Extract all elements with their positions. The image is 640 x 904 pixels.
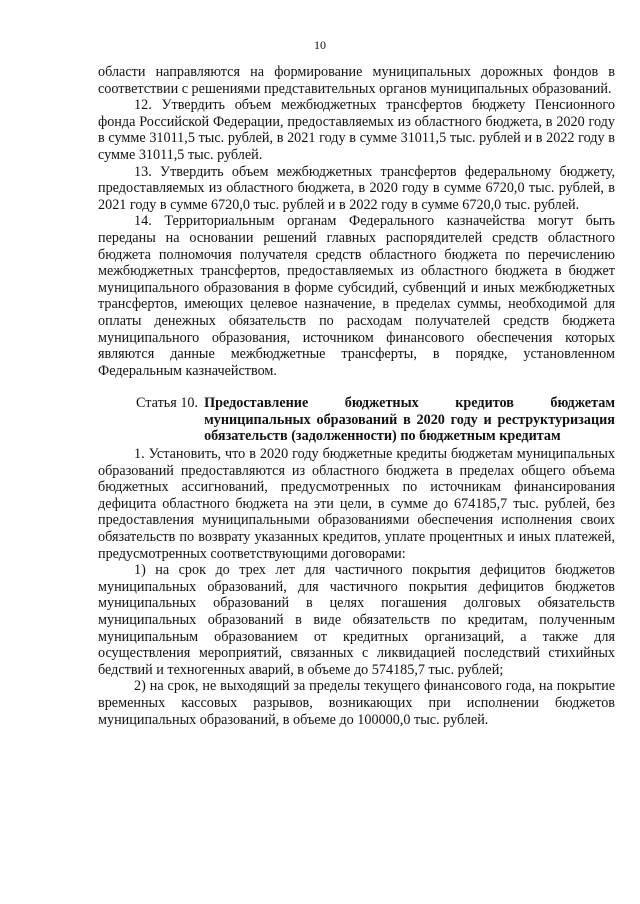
paragraph-item-13: 13. Утвердить объем межбюджетных трансфертов федеральному бюджету, предоставляемых из областного бюджета, в 2020 году в сумме 6720,0 тыс. рублей, в 2021 году в сумме 6720,0 тыс. рублей и в 2022 году в сумме 6720,0 тыс. рублей. xyxy=(98,163,615,213)
paragraph-continuation: области направляются на формирование муниципальных дорожных фондов в соответствии с решениями представительных органов муниципальных образований. xyxy=(98,64,615,97)
article-heading xyxy=(98,395,615,445)
article-number: Статья 10. xyxy=(136,395,199,412)
paragraph-subpoint-1: 1) на срок до трех лет для частичного покрытия дефицитов бюджетов муниципальных образований, для частичного покрытия дефицитов бюджетов муниципальных образований в целях погашения долговых обязательств муниципальных образований в виде обязательств по кредитам, полученным муниципальным образованием от кредитных организаций, а также для осуществления мероприятий, связанных с ликвидацией последствий стихийных бедствий и техногенных аварий, в объеме до 574185,7 тыс. рублей; xyxy=(98,562,615,678)
page-number: 10 xyxy=(314,38,326,52)
article-title: Предоставление бюджетных кредитов бюджетам муниципальных образований в 2020 году и реструктуризация обязательств (задолженности) по бюджетным кредитам xyxy=(204,395,615,445)
paragraph-item-12: 12. Утвердить объем межбюджетных трансфертов бюджету Пенсионного фонда Российской Федерации, предоставляемых из областного бюджета, в 2020 году в сумме 31011,5 тыс. рублей, в 2021 году в сумме 31011,5 тыс. рублей и в 2022 году в сумме 31011,5 тыс. рублей. xyxy=(98,97,615,163)
paragraph-article-point-1: 1. Установить, что в 2020 году бюджетные кредиты бюджетам муниципальных образований предоставляются из областного бюджета в пределах общего объема бюджетных ассигнований, предусмотренных по источникам финансирования дефицита областного бюджета на эти цели, в сумме до 674185,7 тыс. рублей, без предоставления муниципальными образованиями обеспечения исполнения своих обязательств по возврату указанных кредитов, уплате процентных и иных платежей, предусмотренных соответствующими договорами: xyxy=(98,446,615,562)
paragraph-subpoint-2: 2) на срок, не выходящий за пределы текущего финансового года, на покрытие временных кассовых разрывов, возникающих при исполнении бюджетов муниципальных образований, в объеме до 100000,0 тыс. рублей. xyxy=(98,678,615,728)
paragraph-item-14: 14. Территориальным органам Федерального казначейства могут быть переданы на основании решений главных распорядителей средств областного бюджета полномочия получателя средств областного бюджета по перечислению межбюджетных трансфертов, предоставляемых из областного бюджета в бюджет муниципального образования в форме субсидий, субвенций и иных межбюджетных трансфертов, имеющих целевое назначение, в пределах суммы, необходимой для оплаты денежных обязательств по расходам получателей средств бюджета муниципального образования, источником финансового обеспечения которых являются данные межбюджетные трансферты, в порядке, установленном Федеральным казначейством. xyxy=(98,213,615,379)
document-body xyxy=(98,64,615,728)
